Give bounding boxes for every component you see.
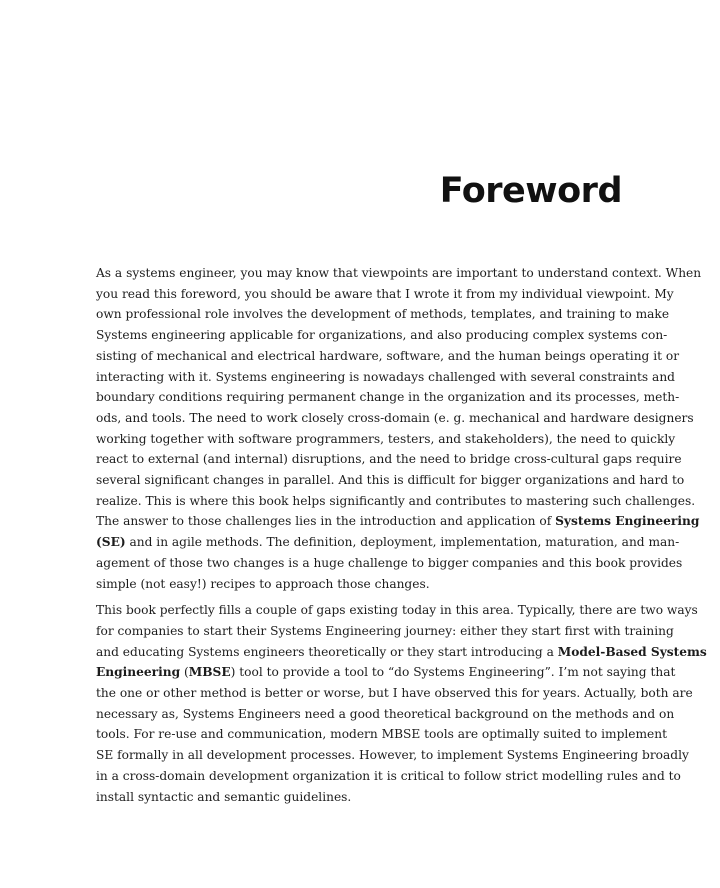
text-line — [96, 346, 680, 367]
text-line — [96, 367, 675, 388]
text-line — [96, 600, 698, 621]
text-run: in a cross-domain development organization it is critical to follow strict modelling rules and to — [96, 768, 681, 783]
text-line — [96, 263, 702, 284]
text-line — [96, 704, 675, 725]
text-line — [96, 387, 680, 408]
text-run: The answer to those challenges lies in the introduction and application of — [96, 514, 556, 529]
text-run: tools. For re-use and communication, modern MBSE tools are optimally suited to implement — [96, 727, 668, 742]
text-run: ) tool to provide a tool to “do Systems Engineering”. I’m not saying that — [230, 665, 676, 680]
text-run: Systems engineering applicable for organizations, and also producing complex systems con- — [96, 328, 668, 343]
text-run: you read this foreword, you should be aware that I wrote it from my individual viewpoint. My — [96, 286, 674, 301]
text-line — [96, 574, 625, 595]
text-run: and educating Systems engineers theoretically or they start introducing a — [96, 644, 558, 659]
text-run: own professional role involves the development of methods, templates, and training to make — [96, 307, 670, 322]
text-line — [96, 662, 676, 683]
text-line — [96, 284, 674, 305]
text-line — [96, 642, 707, 663]
text-line — [96, 511, 700, 532]
text-run: sisting of mechanical and electrical hardware, software, and the human beings operating it or — [96, 348, 680, 363]
foreword-body — [96, 263, 707, 813]
text-run: simple (not easy!) recipes to approach those changes. — [96, 576, 430, 591]
text-run: the one or other method is better or worse, but I have observed this for years. Actually, both are — [96, 686, 693, 701]
chapter-title: Foreword — [439, 171, 622, 211]
text-run: react to external (and internal) disruptions, and the need to bridge cross-cultural gaps require — [96, 452, 682, 467]
text-line — [96, 766, 681, 787]
text-line — [96, 553, 683, 574]
text-line — [96, 787, 625, 808]
text-run: install syntactic and semantic guidelines. — [96, 789, 352, 804]
text-line — [96, 491, 696, 512]
text-run: This book perfectly fills a couple of gaps existing today in this area. Typically, there are two ways — [96, 603, 698, 618]
text-run: ods, and tools. The need to work closely cross-domain (e. g. mechanical and hardware designers — [96, 410, 694, 425]
text-run: and in agile methods. The definition, deployment, implementation, maturation, and man- — [125, 535, 680, 550]
bold-term: MBSE — [188, 665, 231, 680]
bold-term: Engineering — [96, 665, 181, 680]
text-run: several significant changes in parallel. And this is difficult for bigger organizations and hard to — [96, 473, 685, 488]
text-run: realize. This is where this book helps significantly and contributes to mastering such challenges. — [96, 493, 696, 508]
text-line — [96, 449, 682, 470]
text-run: SE formally in all development processes. However, to implement Systems Engineering broadly — [96, 748, 689, 763]
text-line — [96, 532, 680, 553]
paragraph — [96, 600, 707, 807]
text-line — [96, 325, 668, 346]
text-line — [96, 683, 693, 704]
text-line — [96, 408, 694, 429]
text-run: working together with software programmers, testers, and stakeholders), the need to quickly — [96, 431, 676, 446]
text-run: ( — [180, 665, 189, 680]
text-line — [96, 724, 668, 745]
text-run: As a systems engineer, you may know that viewpoints are important to understand context. When — [96, 266, 702, 280]
bold-term: Systems Engineering — [555, 514, 700, 529]
text-run: boundary conditions requiring permanent change in the organization and its processes, meth- — [96, 390, 680, 405]
bold-term: Model-Based Systems — [557, 644, 707, 659]
paragraph — [96, 263, 702, 594]
text-run: agement of those two changes is a huge challenge to bigger companies and this book provides — [96, 555, 683, 570]
text-line — [96, 470, 685, 491]
text-line — [96, 621, 674, 642]
text-line — [96, 304, 670, 325]
text-line — [96, 429, 676, 450]
text-run: interacting with it. Systems engineering is nowadays challenged with several constraints and — [96, 369, 675, 384]
text-run: necessary as, Systems Engineers need a good theoretical background on the methods and on — [96, 706, 675, 721]
bold-term: (SE) — [96, 535, 126, 550]
text-run: for companies to start their Systems Engineering journey: either they start first with training — [96, 623, 674, 638]
text-line — [96, 745, 689, 766]
